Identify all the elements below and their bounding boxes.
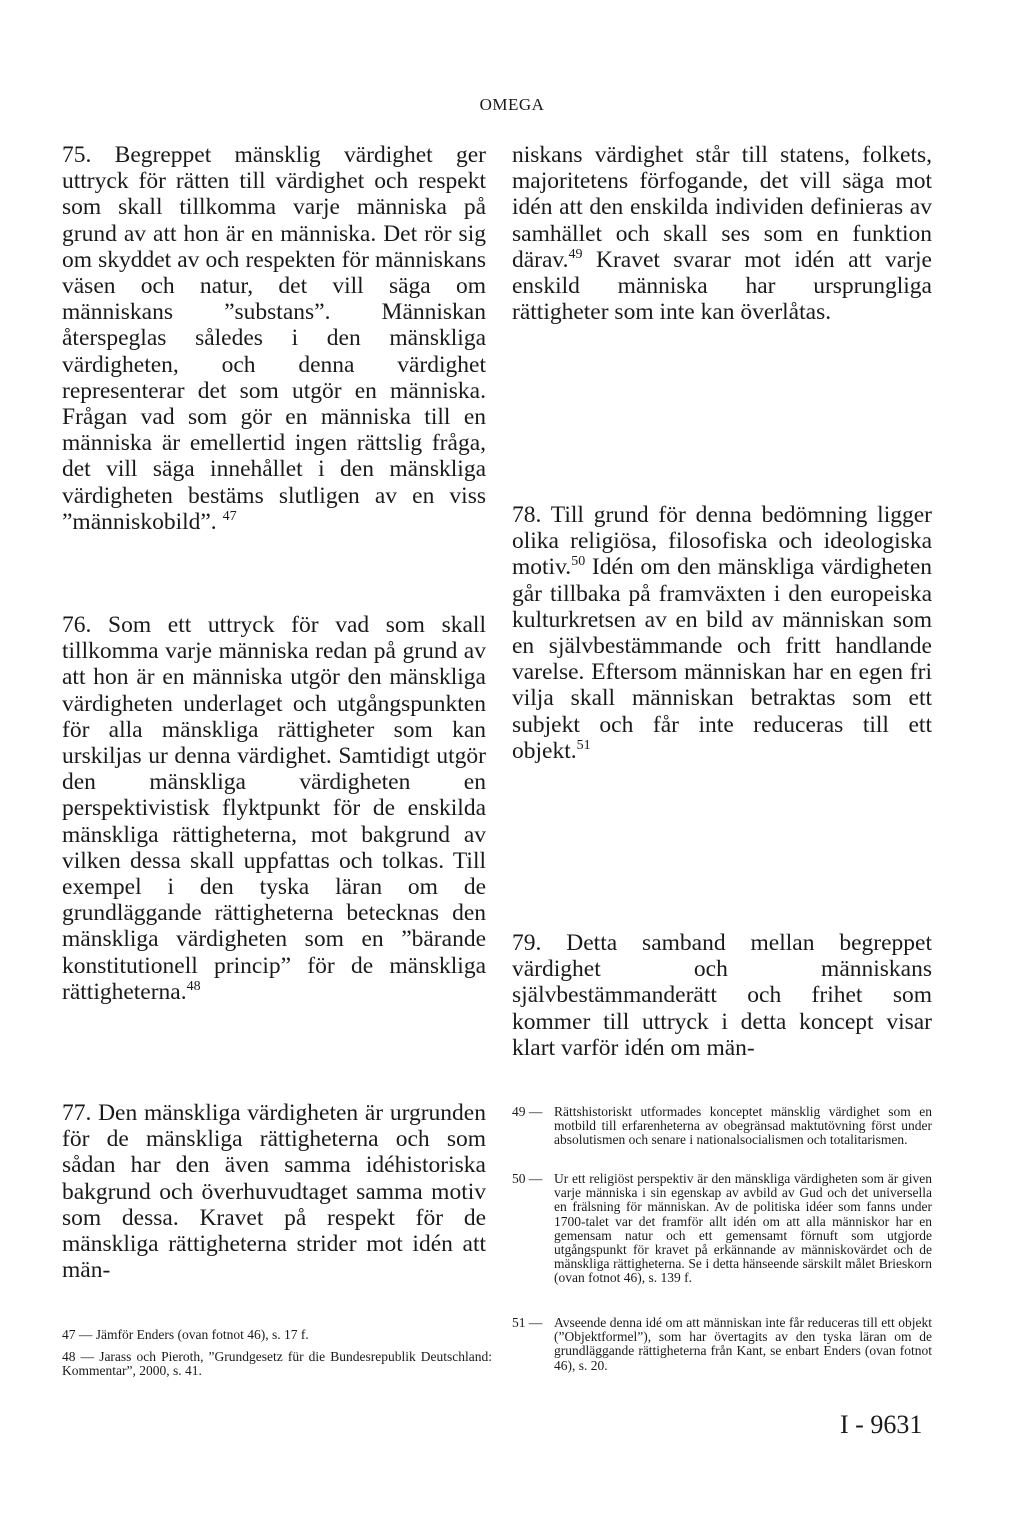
footnote-47-label: 47 — xyxy=(62,1327,93,1342)
paragraph-78 xyxy=(512,502,932,764)
footnote-ref-51[interactable]: 51 xyxy=(576,737,591,753)
page-number: I - 9631 xyxy=(840,1410,923,1439)
paragraph-78-text-b: Idén om den mänskliga värdigheten går tillbaka på framväxten i den europeiska kulturkretsen av en bild av människan som en självbestämmande och fritt handlande varelse. Eftersom människan har en egen fri vilja skall människan betraktas som ett subjekt och får inte reduceras till ett objekt. xyxy=(512,554,932,764)
footnote-51-text: Avseende denna idé om att människan inte får reduceras till ett objekt (”Objektformel”), som har övertagits av den tyska läran om de grundläggande rättigheterna från Kant, se enbart Enders (ovan fotnot 46), s. 20. xyxy=(554,1315,932,1373)
paragraph-77-continued xyxy=(512,142,932,325)
running-header: OMEGA xyxy=(479,95,545,114)
paragraph-76 xyxy=(62,612,486,1005)
paragraph-79-text: 79. Detta samband mellan begreppet värdighet och människans självbestämmanderätt och frihet som kommer till uttryck i detta koncept visar klart varför idén om män- xyxy=(512,930,932,1061)
footnote-48-text: Jarass och Pieroth, ”Grundgesetz für die Bundesrepublik Deutschland: Kommentar”, 2000, s. 41. xyxy=(62,1349,493,1379)
footnote-48 xyxy=(62,1350,492,1378)
footnote-ref-50[interactable]: 50 xyxy=(571,554,586,570)
paragraph-79 xyxy=(512,930,932,1061)
footnote-47-text: Jämför Enders (ovan fotnot 46), s. 17 f. xyxy=(95,1327,309,1342)
footnote-51 xyxy=(512,1316,932,1373)
paragraph-77-cont-text-b: Kravet svarar mot idén att varje enskild människa har ursprungliga rättigheter som inte kan överlåtas. xyxy=(512,246,932,326)
footnote-ref-47[interactable]: 47 xyxy=(222,508,237,524)
footnote-49-label: 49 — xyxy=(512,1104,543,1119)
footnote-49 xyxy=(512,1105,932,1148)
footnote-50-text: Ur ett religiöst perspektiv är den mänskliga värdigheten som är given varje människa i sin egenskap av avbild av Gud och det universella en frälsning för människan. Av de politiska idéer som fanns under 1700-talet var det framför allt idén om att alla människor har en gemensam natur och ett gemensamt förnuft som utgjorde utgångspunkt för kravet på erkännande av människovärdet och de mänskliga rättigheterna. Se i detta hänseende särskilt målet Brieskorn (ovan fotnot 46), s. 139 f. xyxy=(554,1171,932,1286)
footnote-51-label: 51 — xyxy=(512,1315,543,1330)
paragraph-75 xyxy=(62,142,486,535)
paragraph-77 xyxy=(62,1100,486,1283)
footnote-49-text: Rättshistoriskt utformades konceptet mänsklig värdighet som en motbild till erfarenheterna av obegränsad maktutövning först under absolutismen och senare i nationalsocialismen och totalitarismen. xyxy=(554,1104,932,1148)
footnote-ref-49[interactable]: 49 xyxy=(568,246,583,262)
paragraph-76-text: 76. Som ett uttryck för vad som skall tillkomma varje människa redan på grund av att hon är en människa utgör den mänskliga värdigheten underlaget och utgångspunkten för alla mänskliga rättigheter som kan urskiljas ur denna värdighet. Samtidigt utgör den mänskliga värdigheten en perspektivistisk flyktpunkt för de enskilda mänskliga rättigheterna, mot bakgrund av vilken dessa skall uppfattas och tolkas. Till exempel i den tyska läran om de grundläggande rättigheterna betecknas den mänskliga värdigheten som en ”bärande konstitutionell princip” för de mänskliga rättigheterna. xyxy=(62,612,486,1005)
footnote-48-label: 48 — xyxy=(62,1349,95,1364)
footnote-50 xyxy=(512,1172,932,1286)
footnote-47 xyxy=(62,1328,492,1342)
paragraph-77-text: 77. Den mänskliga värdigheten är urgrunden för de mänskliga rättigheterna och som sådan har den även samma idéhistoriska bakgrund och överhuvudtaget samma motiv som dessa. Kravet på respekt för de mänskliga rättigheterna strider mot idén att män- xyxy=(62,1100,486,1284)
footnote-ref-48[interactable]: 48 xyxy=(186,978,201,994)
paragraph-78-text-a: 78. Till grund för denna bedömning ligger olika religiösa, filosofiska och ideologiska motiv. xyxy=(512,502,932,581)
paragraph-75-text: 75. Begreppet mänsklig värdighet ger uttryck för rätten till värdighet och respekt som skall tillkomma varje människa på grund av att hon är en människa. Det rör sig om skyddet av och respekten för människans väsen och natur, det vill säga om människans ”substans”. Människan återspeglas således i den mänskliga värdigheten, och denna värdighet representerar det som utgör en människa. Frågan vad som gör en människa till en människa är emellertid ingen rättslig fråga, det vill säga innehållet i den mänskliga värdigheten bestäms slutligen av en viss ”människobild”. xyxy=(62,142,486,535)
paragraph-77-cont-text-a: niskans värdighet står till statens, folkets, majoritetens förfogande, det vill säga mot idén att den enskilda individen definieras av samhället och skall ses som en funktion därav. xyxy=(512,142,932,273)
footnote-50-label: 50 — xyxy=(512,1171,543,1186)
